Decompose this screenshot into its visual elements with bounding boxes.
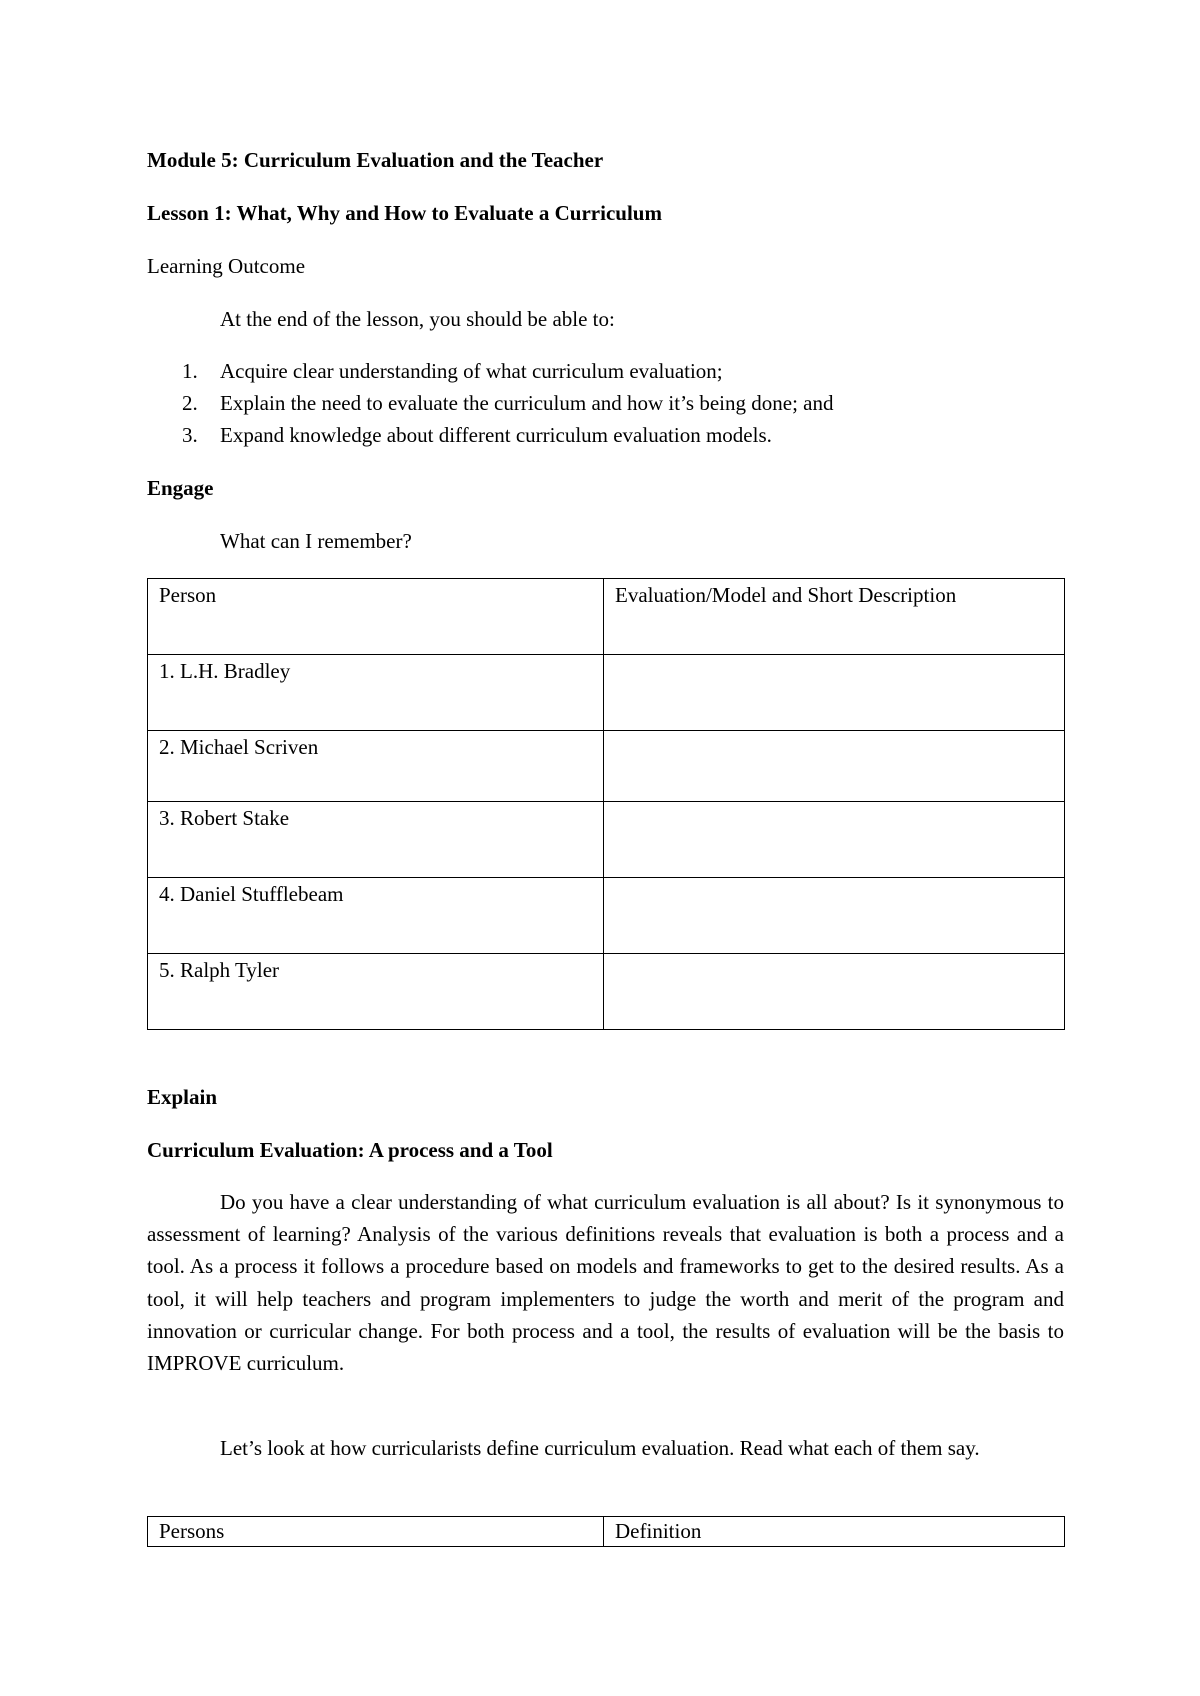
table-cell: 5. Ralph Tyler [148,954,604,1030]
list-text: Expand knowledge about different curriculum evaluation models. [220,423,772,447]
table-cell [604,731,1065,802]
explain-paragraph [147,1186,1064,1379]
table-header-cell: Persons [148,1517,604,1547]
table-row [148,954,1065,1030]
engage-heading: Engage [147,476,214,500]
outcome-list-item [182,423,772,447]
explain-subheading: Curriculum Evaluation: A process and a Tool [147,1138,553,1162]
learning-outcome-heading: Learning Outcome [147,254,306,278]
table-cell: 2. Michael Scriven [148,731,604,802]
list-number: 2. [182,391,198,415]
table-cell: 4. Daniel Stufflebeam [148,878,604,954]
learning-outcome-intro: At the end of the lesson, you should be able to: [220,307,615,331]
table-header-cell: Definition [604,1517,1065,1547]
engage-table [147,578,1065,1030]
definitions-table [147,1516,1065,1547]
table-cell [604,655,1065,731]
outcome-list-item [182,391,833,415]
explain-paragraph [147,1432,1064,1464]
table-row [148,655,1065,731]
table-cell: 3. Robert Stake [148,802,604,878]
table-cell [604,802,1065,878]
table-header-cell: Person [148,579,604,655]
table-row [148,802,1065,878]
table-header-row [148,1517,1065,1547]
module-title: Module 5: Curriculum Evaluation and the Teacher [147,148,604,172]
explain-heading: Explain [147,1085,218,1109]
table-cell [604,954,1065,1030]
table-header-row [148,579,1065,655]
list-text: Acquire clear understanding of what curriculum evaluation; [220,359,723,383]
list-text: Explain the need to evaluate the curriculum and how it’s being done; and [220,391,834,415]
table-cell [604,878,1065,954]
table-row [148,731,1065,802]
outcome-list-item [182,359,723,383]
lesson-title: Lesson 1: What, Why and How to Evaluate a Curriculum [147,201,662,225]
engage-prompt: What can I remember? [220,529,412,553]
table-cell: 1. L.H. Bradley [148,655,604,731]
list-number: 1. [182,359,198,383]
table-header-cell: Evaluation/Model and Short Description [604,579,1065,655]
table-row [148,878,1065,954]
paragraph-text: Let’s look at how curricularists define curriculum evaluation. Read what each of them say. [220,1436,980,1460]
paragraph-text: Do you have a clear understanding of what curriculum evaluation is all about? Is it synonymous to assessment of learning? Analysis of the various definitions reveals that evaluation is both a process and a tool. As a process it follows a procedure based on models and frameworks to get to the desired results. As a tool, it will help teachers and program implementers to judge the worth and merit of the program and innovation or curricular change. For both process and a tool, the results of evaluation will be the basis to IMPROVE curriculum. [147,1190,1064,1376]
list-number: 3. [182,423,198,447]
